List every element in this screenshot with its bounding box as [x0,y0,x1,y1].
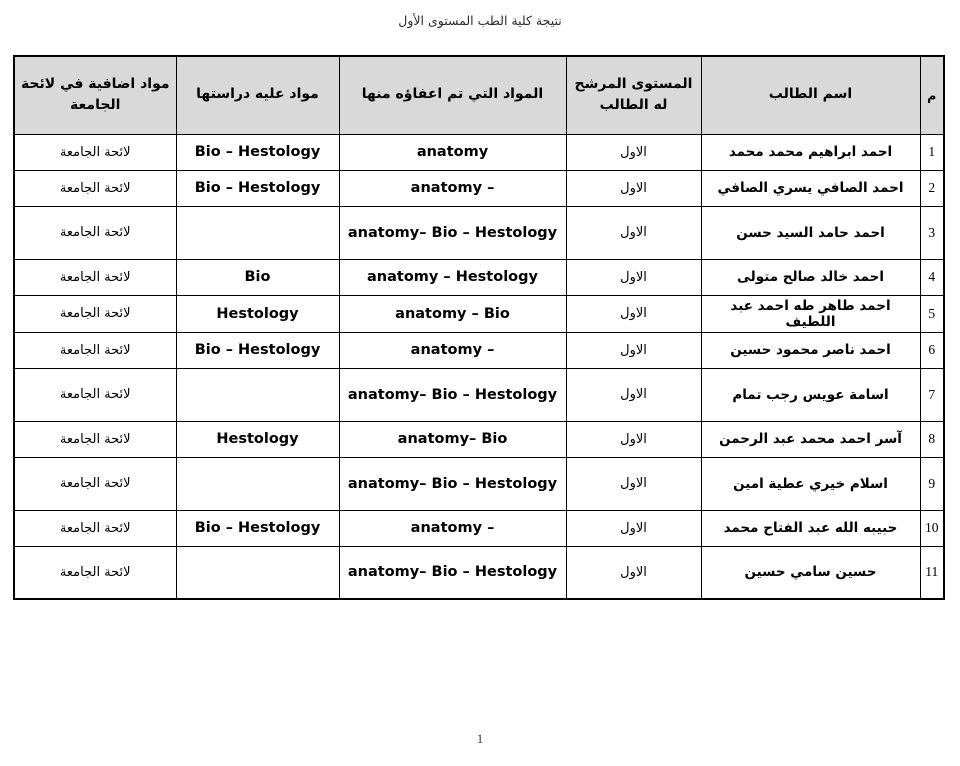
cell-number: 2 [920,170,944,206]
table-header-row [14,56,944,134]
cell-exempted-subjects: anatomy– Bio [339,421,566,457]
cell-nominated-level: الاول [566,206,701,259]
table-body [14,134,944,599]
cell-student-name: احمد الصافي يسري الصافي [701,170,920,206]
table-row [14,368,944,421]
table-row [14,170,944,206]
cell-number: 9 [920,457,944,510]
cell-additional-subjects: لائحة الجامعة [14,259,176,295]
cell-nominated-level: الاول [566,421,701,457]
cell-student-name: آسر احمد محمد عبد الرحمن [701,421,920,457]
cell-subjects-to-study [176,457,339,510]
cell-student-name: احمد ناصر محمود حسين [701,332,920,368]
cell-nominated-level: الاول [566,259,701,295]
cell-additional-subjects: لائحة الجامعة [14,546,176,599]
cell-number: 7 [920,368,944,421]
column-header-additional-subjects: مواد اضافية في لائحة الجامعة [14,56,176,134]
table-row [14,295,944,332]
cell-number: 11 [920,546,944,599]
table-row [14,259,944,295]
table-row [14,546,944,599]
cell-number: 1 [920,134,944,170]
page-number: 1 [476,731,484,746]
cell-additional-subjects: لائحة الجامعة [14,510,176,546]
table-row [14,457,944,510]
cell-exempted-subjects: anatomy – [339,170,566,206]
cell-additional-subjects: لائحة الجامعة [14,134,176,170]
cell-additional-subjects: لائحة الجامعة [14,332,176,368]
cell-additional-subjects: لائحة الجامعة [14,457,176,510]
cell-student-name: احمد ابراهيم محمد محمد [701,134,920,170]
table-row [14,332,944,368]
table-row [14,510,944,546]
cell-nominated-level: الاول [566,295,701,332]
column-header-exempted-subjects: المواد التي تم اعفاؤه منها [339,56,566,134]
cell-subjects-to-study [176,546,339,599]
cell-nominated-level: الاول [566,332,701,368]
cell-subjects-to-study: Bio – Hestology [176,170,339,206]
cell-nominated-level: الاول [566,170,701,206]
column-header-subjects-to-study: مواد عليه دراستها [176,56,339,134]
cell-number: 10 [920,510,944,546]
cell-additional-subjects: لائحة الجامعة [14,368,176,421]
cell-number: 6 [920,332,944,368]
cell-subjects-to-study: Bio [176,259,339,295]
cell-student-name: حسين سامي حسين [701,546,920,599]
table-header [14,56,944,134]
cell-additional-subjects: لائحة الجامعة [14,421,176,457]
cell-exempted-subjects: anatomy– Bio – Hestology [339,206,566,259]
cell-student-name: احمد خالد صالح متولى [701,259,920,295]
column-header-student-name: اسم الطالب [701,56,920,134]
cell-student-name: حبيبه الله عبد الفتاح محمد [701,510,920,546]
cell-subjects-to-study: Bio – Hestology [176,134,339,170]
cell-subjects-to-study: Bio – Hestology [176,332,339,368]
cell-exempted-subjects: anatomy – [339,510,566,546]
cell-exempted-subjects: anatomy – [339,332,566,368]
cell-subjects-to-study: Hestology [176,421,339,457]
cell-student-name: اسلام خيري عطية امين [701,457,920,510]
cell-exempted-subjects: anatomy– Bio – Hestology [339,368,566,421]
results-table-container [15,55,945,600]
cell-subjects-to-study [176,368,339,421]
cell-student-name: احمد طاهر طه احمد عبد اللطيف [701,295,920,332]
page-title: نتيجة كلية الطب المستوى الأول [398,13,562,28]
cell-student-name: احمد حامد السيد حسن [701,206,920,259]
cell-subjects-to-study [176,206,339,259]
cell-subjects-to-study: Bio – Hestology [176,510,339,546]
table-row [14,134,944,170]
cell-nominated-level: الاول [566,457,701,510]
cell-additional-subjects: لائحة الجامعة [14,170,176,206]
cell-additional-subjects: لائحة الجامعة [14,295,176,332]
cell-exempted-subjects: anatomy – Hestology [339,259,566,295]
cell-number: 4 [920,259,944,295]
cell-nominated-level: الاول [566,368,701,421]
cell-number: 3 [920,206,944,259]
cell-nominated-level: الاول [566,546,701,599]
cell-subjects-to-study: Hestology [176,295,339,332]
column-header-number: م [920,56,944,134]
cell-exempted-subjects: anatomy– Bio – Hestology [339,546,566,599]
cell-number: 8 [920,421,944,457]
table-row [14,421,944,457]
cell-exempted-subjects: anatomy [339,134,566,170]
cell-nominated-level: الاول [566,134,701,170]
cell-exempted-subjects: anatomy– Bio – Hestology [339,457,566,510]
cell-exempted-subjects: anatomy – Bio [339,295,566,332]
cell-number: 5 [920,295,944,332]
cell-additional-subjects: لائحة الجامعة [14,206,176,259]
column-header-nominated-level: المستوى المرشح له الطالب [566,56,701,134]
cell-student-name: اسامة عويس رجب تمام [701,368,920,421]
results-table [13,55,945,600]
cell-nominated-level: الاول [566,510,701,546]
table-row [14,206,944,259]
